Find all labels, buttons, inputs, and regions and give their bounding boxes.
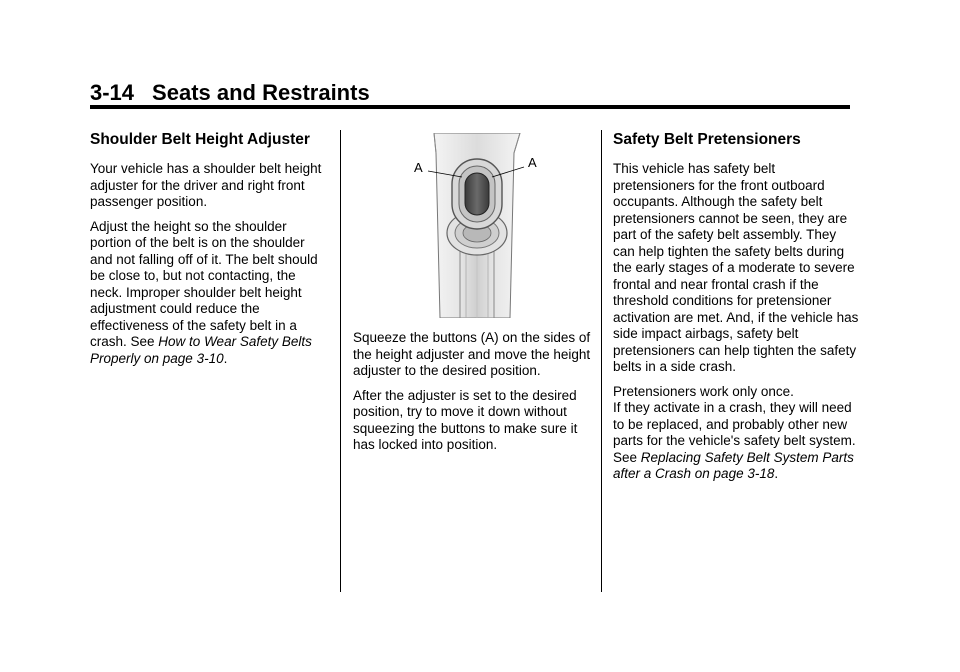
- cross-reference-link[interactable]: How to Wear Safety Belts Properly on page 3-10: [90, 334, 312, 366]
- height-adjuster-illustration: [402, 133, 552, 318]
- paragraph-replace-text: If they activate in a crash, they will need to be replaced, and probably other new parts for the vehicle's safety belt system. See: [613, 400, 856, 465]
- heading-pretensioners: Safety Belt Pretensioners: [613, 131, 801, 148]
- callout-label-right: A: [528, 155, 537, 170]
- column-divider-left: [340, 130, 341, 592]
- page-header: [90, 80, 370, 106]
- column-pretensioners: [613, 130, 859, 491]
- header-rule: [90, 105, 850, 109]
- column-divider-right: [601, 130, 602, 592]
- paragraph-squeeze-buttons: Squeeze the buttons (A) on the sides of the height adjuster and move the height adjuster to the desired position.: [353, 330, 591, 378]
- section-title: Seats and Restraints: [152, 80, 370, 105]
- callout-label-left: A: [414, 160, 423, 175]
- page-number: 3-14: [90, 80, 135, 105]
- paragraph-end: .: [774, 466, 779, 481]
- paragraph-lock-check: After the adjuster is set to the desired position, try to move it down without squeezing the buttons to make sure it has locked into position.: [353, 387, 578, 452]
- paragraph-adjust-text: Adjust the height so the shoulder portion of the belt is on the shoulder and not falling off of it. The belt should be close to, but not contacting, the neck. Improper shoulder belt height adjustment could reduce the effectiveness of the safety belt in a crash. See: [90, 218, 318, 349]
- height-adjuster-drawing: [402, 133, 552, 318]
- paragraph-pretensioner-intro: This vehicle has safety belt pretensioners for the front outboard occupants. Although the safety belt pretensioners cannot be seen, they are part of the safety belt assembly. They can help tighten the safety belts during the early stages of a moderate to severe frontal and near frontal crash if the threshold conditions for pretensioner activation are met. And, if the vehicle has side impact airbags, safety belt pretensioners can help tighten the safety belts in a side crash.: [613, 161, 859, 374]
- paragraph-end: .: [223, 350, 228, 366]
- column-adjuster-instructions: [353, 330, 593, 462]
- paragraph-adjust-height: [90, 219, 330, 368]
- paragraph-work-once: [613, 384, 859, 483]
- column-shoulder-belt: [90, 130, 330, 375]
- heading-shoulder-belt: Shoulder Belt Height Adjuster: [90, 131, 310, 148]
- cross-reference-link-replacing[interactable]: Replacing Safety Belt System Parts after a Crash on page 3-18: [613, 449, 854, 481]
- paragraph-adjuster-intro: Your vehicle has a shoulder belt height adjuster for the driver and right front passenger position.: [90, 161, 322, 209]
- line-work-once: Pretensioners work only once.: [613, 383, 794, 399]
